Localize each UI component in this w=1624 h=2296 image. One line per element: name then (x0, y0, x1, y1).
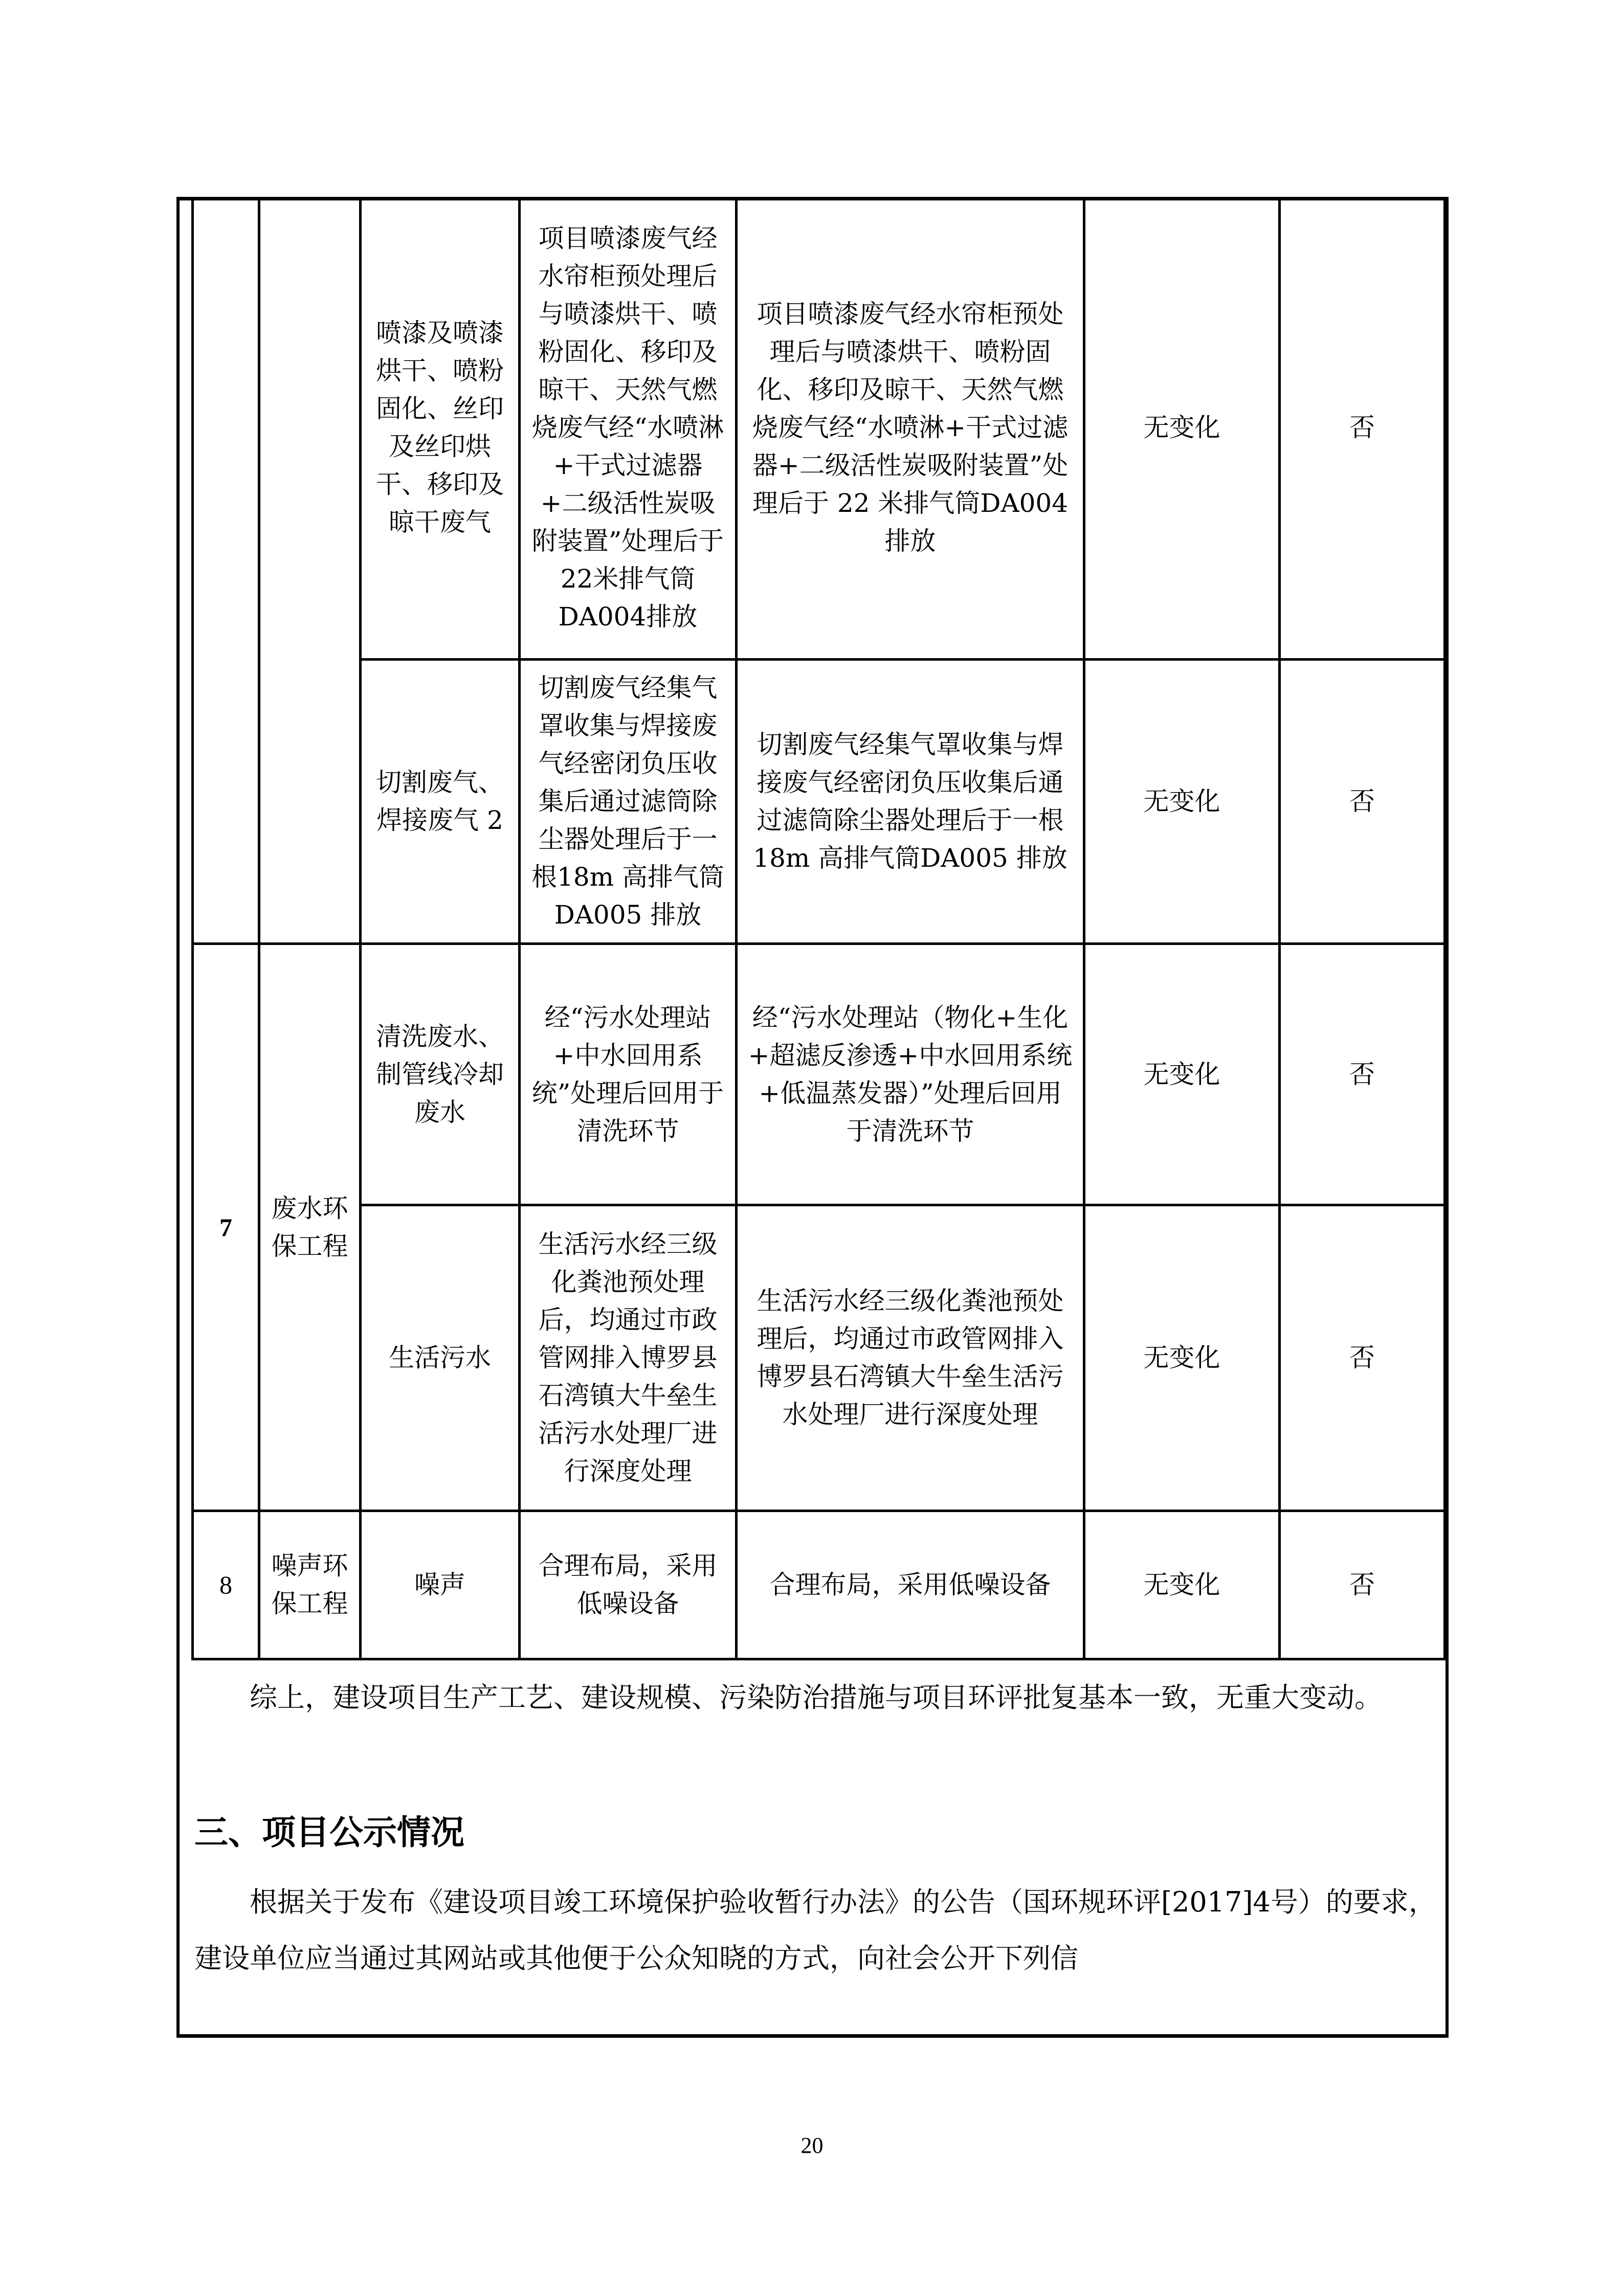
section-body-paragraph: 根据关于发布《建设项目竣工环境保护验收暂行办法》的公告（国环规环评[2017]4号）的要求，建设单位应当通过其网站或其他便于公众知晓的方式，向社会公开下列信 (194, 1886, 1436, 1974)
table-row (193, 943, 1445, 1205)
category-cell (259, 197, 361, 943)
category-cell: 噪声环保工程 (259, 1511, 361, 1659)
item-cell: 喷漆及喷漆烘干、喷粉固化、丝印及丝印烘干、移印及晾干废气 (361, 197, 520, 659)
actual-measure-cell: 合理布局，采用低噪设备 (737, 1511, 1084, 1659)
change-cell: 无变化 (1084, 943, 1280, 1205)
actual-measure-cell: 经“污水处理站（物化+生化+超滤反渗透+中水回用系统+低温蒸发器）”处理后回用于清洗环节 (737, 943, 1084, 1205)
change-comparison-table (191, 197, 1446, 1660)
row-number-cell: 8 (193, 1511, 259, 1659)
major-change-cell: 否 (1280, 659, 1445, 943)
eia-measure-cell: 项目喷漆废气经水帘柜预处理后与喷漆烘干、喷粉固化、移印及晾干、天然气燃烧废气经“水喷淋+干式过滤器+二级活性炭吸附装置”处理后于22米排气筒DA004排放 (520, 197, 737, 659)
eia-measure-cell: 切割废气经集气罩收集与焊接废气经密闭负压收集后通过滤筒除尘器处理后于一根18m 高排气筒DA005 排放 (520, 659, 737, 943)
actual-measure-cell: 项目喷漆废气经水帘柜预处理后与喷漆烘干、喷粉固化、移印及晾干、天然气燃烧废气经“水喷淋+干式过滤器+二级活性炭吸附装置”处理后于 22 米排气筒DA004 排放 (737, 197, 1084, 659)
major-change-cell: 否 (1280, 197, 1445, 659)
eia-measure-cell: 合理布局，采用低噪设备 (520, 1511, 737, 1659)
actual-measure-cell: 生活污水经三级化粪池预处理后，均通过市政管网排入博罗县石湾镇大牛垒生活污水处理厂进行深度处理 (737, 1205, 1084, 1511)
row-number-cell: 7 (193, 943, 259, 1511)
item-cell: 清洗废水、制管线冷却废水 (361, 943, 520, 1205)
table-row (193, 197, 1445, 659)
major-change-cell: 否 (1280, 1205, 1445, 1511)
actual-measure-cell: 切割废气经集气罩收集与焊接废气经密闭负压收集后通过滤筒除尘器处理后于一根 18m 高排气筒DA005 排放 (737, 659, 1084, 943)
major-change-cell: 否 (1280, 1511, 1445, 1659)
change-cell: 无变化 (1084, 197, 1280, 659)
category-cell: 废水环保工程 (259, 943, 361, 1511)
change-cell: 无变化 (1084, 1205, 1280, 1511)
item-cell: 噪声 (361, 1511, 520, 1659)
change-cell: 无变化 (1084, 1511, 1280, 1659)
change-cell: 无变化 (1084, 659, 1280, 943)
table-row (193, 1205, 1445, 1511)
eia-measure-cell: 生活污水经三级化粪池预处理后，均通过市政管网排入博罗县石湾镇大牛垒生活污水处理厂进行深度处理 (520, 1205, 737, 1511)
eia-measure-cell: 经“污水处理站+中水回用系统”处理后回用于清洗环节 (520, 943, 737, 1205)
table-row (193, 1511, 1445, 1659)
summary-paragraph: 综上，建设项目生产工艺、建设规模、污染防治措施与项目环评批复基本一致，无重大变动。 (250, 1681, 1382, 1714)
major-change-cell: 否 (1280, 943, 1445, 1205)
row-number-cell (193, 197, 259, 943)
section-heading: 三、项目公示情况 (194, 1813, 464, 1852)
page-number: 20 (800, 2133, 824, 2158)
item-cell: 生活污水 (361, 1205, 520, 1511)
item-cell: 切割废气、焊接废气 2 (361, 659, 520, 943)
table-row (193, 659, 1445, 943)
